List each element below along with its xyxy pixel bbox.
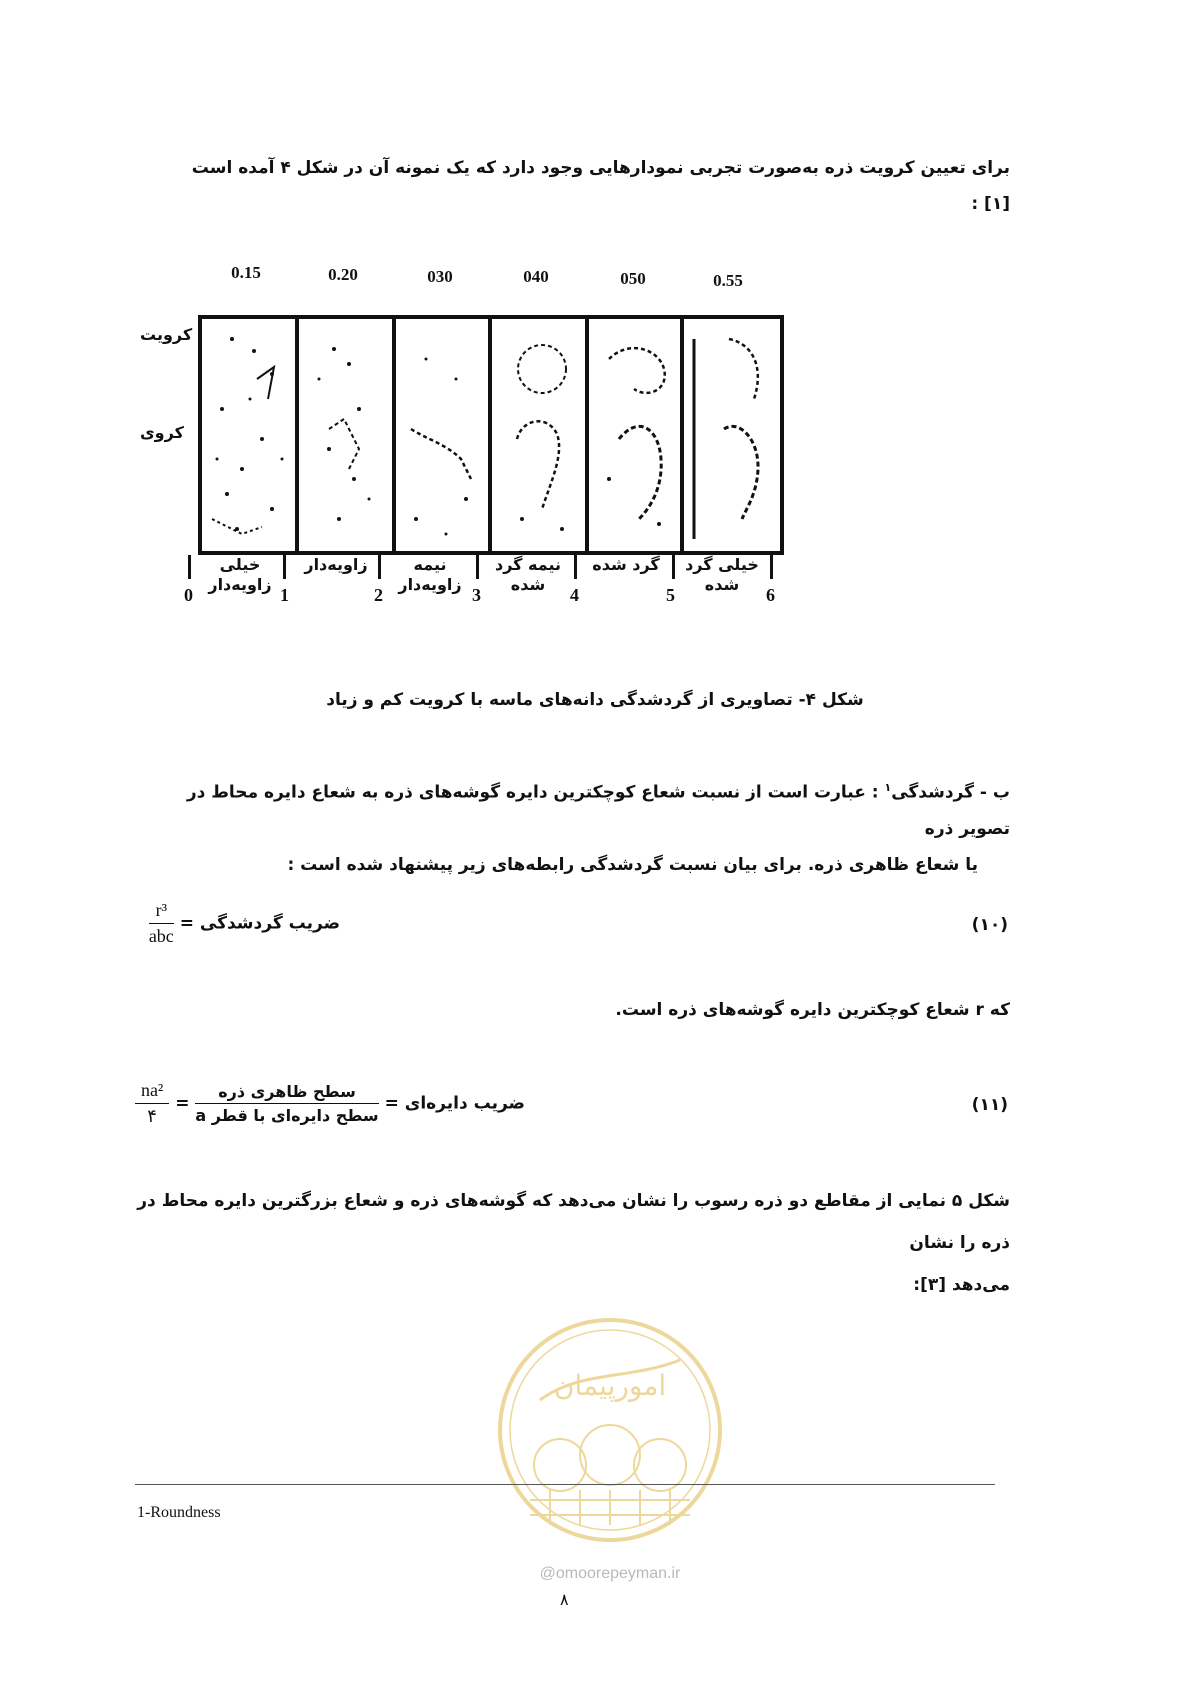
side-label-spherical: کروی [140,423,184,442]
fig5-line2: می‌دهد [۳]: [913,1275,1010,1295]
para-b-line1: : عبارت است از نسبت شعاع کوچکترین دایره گوشه‌های ذره به شعاع دایره محاط در تصویر ذره [186,782,1010,839]
grain-panel-well-rounded [680,315,784,555]
grain-panel-subrounded [488,315,592,555]
equation-number-11: (۱۱) [971,1095,1008,1115]
page-number: ۸ [560,1590,569,1609]
class-label: خیلی گرد شده [685,555,759,594]
class-label: گرد شده [592,555,660,574]
class-label: خیلی زاویه‌دار [208,555,272,594]
figure-5-paragraph [135,1180,1010,1306]
eq11-lhs: ضریب دایره‌ای [404,1093,525,1114]
side-label-sphericity: کرویت [140,325,193,344]
eq11-equals-2: = [175,1093,190,1114]
class-number: 5 [666,585,675,605]
eq11-fraction-words [195,1082,378,1125]
grain-sketch [299,319,395,551]
eq11-denominator-symbols: ۴ [147,1106,157,1126]
grain-sketch [492,319,588,551]
class-label: زاویه‌دار [304,555,368,574]
grain-sketch [396,319,492,551]
r-definition: که r شعاع کوچکترین دایره گوشه‌های ذره است. [615,1000,1010,1020]
roundness-value: 040 [523,267,549,286]
roundness-value: 0.20 [328,265,358,284]
class-number: 2 [374,585,383,605]
roundness-value: 0.55 [713,271,743,290]
footnote-text: 1-Roundness [137,1504,221,1521]
class-number: 4 [570,585,579,605]
class-label: نیمه زاویه‌دار [398,555,462,594]
class-number: 3 [472,585,481,605]
grain-sketch [202,319,298,551]
watermark-logo-text: امورپیمان [553,1369,667,1402]
roundness-definition-paragraph [135,770,1010,883]
para-b-line2: یا شعاع ظاهری ذره. برای بیان نسبت گردشدگی رابطه‌های زیر پیشنهاد شده است : [287,854,978,875]
eq11-fraction-symbols [135,1080,169,1127]
equation-10 [149,900,340,947]
grain-sketch [684,319,780,551]
grain-panel-rounded [585,315,689,555]
grain-sketch [589,319,685,551]
roundness-value: 030 [427,267,453,286]
eq10-fraction [149,900,174,947]
class-divider [770,555,773,579]
eq11-numerator-symbols: na² [135,1080,169,1104]
class-number: 0 [184,585,193,605]
footnote-marker: ۱ [884,781,892,794]
eq11-numerator-words: سطح ظاهری ذره [195,1082,378,1104]
eq10-lhs: ضریب گردشدگی [199,913,340,934]
grain-panel-very-angular [198,315,302,555]
class-divider [188,555,191,579]
figure-4-roundness-chart [140,263,850,615]
grain-panel-subangular [392,315,496,555]
equation-11 [135,1080,525,1127]
roundness-value: 050 [620,269,646,288]
intro-paragraph: برای تعیین کرویت ذره به‌صورت تجربی نمودارهایی وجود دارد که یک نمونه آن در شکل ۴ آمده است [۱] : [191,158,1010,214]
roundness-value: 0.15 [231,263,261,282]
para-b-lead: ب - گردشدگی [891,782,1010,803]
equation-number-10: (۱۰) [971,915,1008,935]
grain-panel-angular [295,315,399,555]
eq11-denominator-words: سطح دایره‌ای با قطر a [195,1106,379,1125]
class-label: نیمه گرد شده [494,555,561,594]
eq11-equals: = [384,1093,399,1114]
class-number: 1 [280,585,289,605]
eq10-equals: = [179,913,194,934]
eq10-denominator: abc [148,926,174,946]
footnote-separator [135,1484,995,1485]
fig5-line1: شکل ۵ نمایی از مقاطع دو ذره رسوب را نشان می‌دهد که گوشه‌های ذره و شعاع بزرگترین دایره محاط در ذره را نشان [137,1191,1010,1253]
watermark-logo [490,1310,730,1550]
eq10-numerator: r³ [149,900,174,924]
class-number: 6 [766,585,775,605]
figure-caption: شکل ۴- تصاویری از گردشدگی دانه‌های ماسه با کرویت کم و زیاد [326,690,864,710]
watermark-url: @omoorepeyman.ir [539,1565,681,1582]
